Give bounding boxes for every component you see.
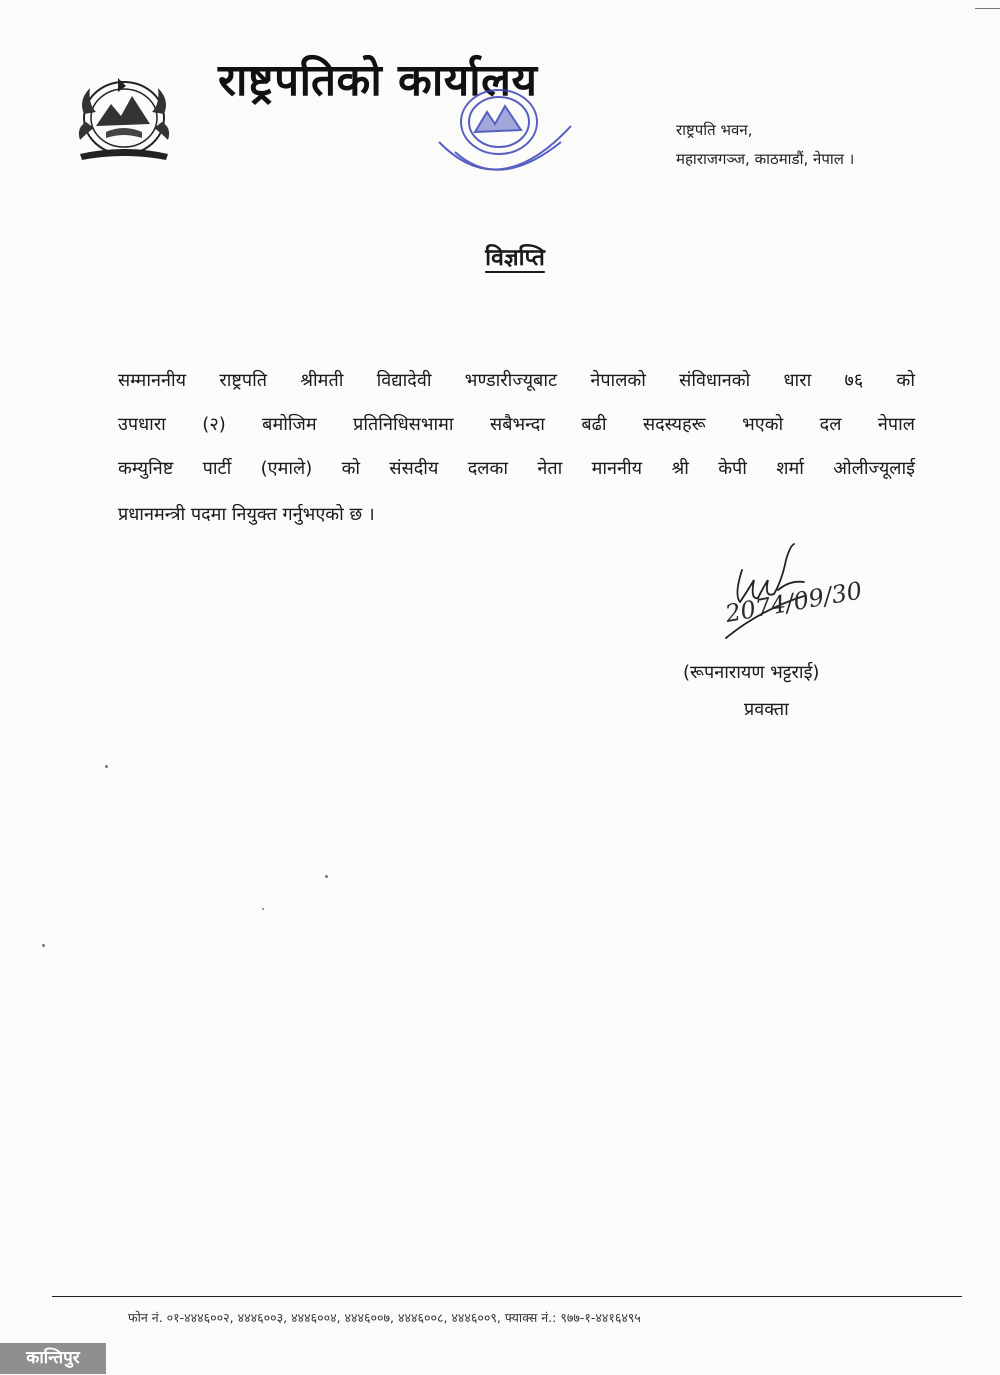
notice-body-line: कम्युनिष्ट पार्टी (एमाले) को संसदीय दलका नेता माननीय श्री केपी शर्मा ओलीज्यूलाई (118, 458, 915, 479)
office-seal-stamp-icon (415, 82, 583, 200)
page-corner-mark (975, 8, 1000, 9)
notice-body-line: सम्माननीय राष्ट्रपति श्रीमती विद्यादेवी भण्डारीज्यूबाट नेपालको संविधानको धारा ७६ को (118, 370, 915, 391)
notice-body-line: उपधारा (२) बमोजिम प्रतिनिधिसभामा सबैभन्दा बढी सदस्यहरू भएको दल नेपाल (118, 414, 915, 435)
nepal-emblem-icon (66, 66, 182, 166)
notice-body-line: प्रधानमन्त्री पदमा नियुक्त गर्नुभएको छ । (118, 504, 375, 525)
spokesperson-title: प्रवक्ता (744, 699, 789, 720)
scan-speck (325, 875, 328, 878)
address-line-2: महाराजगञ्ज, काठमाडौं, नेपाल । (676, 150, 855, 168)
office-heading: राष्ट्रपतिको कार्यालय (218, 55, 538, 106)
notice-title: विज्ञप्ति (485, 245, 545, 271)
publisher-watermark: कान्तिपुर (0, 1343, 106, 1374)
signature-date: 2074/09/30 (723, 576, 865, 628)
scan-speck (262, 908, 264, 910)
scan-speck (105, 765, 108, 768)
address-line-1: राष्ट्रपति भवन, (676, 121, 753, 139)
footer-divider (52, 1296, 962, 1297)
spokesperson-name: (रूपनारायण भट्टराई) (683, 662, 820, 683)
footer-contact: फोन नं. ०१-४४४६००२, ४४४६००३, ४४४६००४, ४४४६००७, ४४४६००८, ४४४६००९, फ्याक्स नं.: ९७७-१-४४१६४९५ (128, 1310, 641, 1325)
scan-speck (42, 944, 45, 947)
